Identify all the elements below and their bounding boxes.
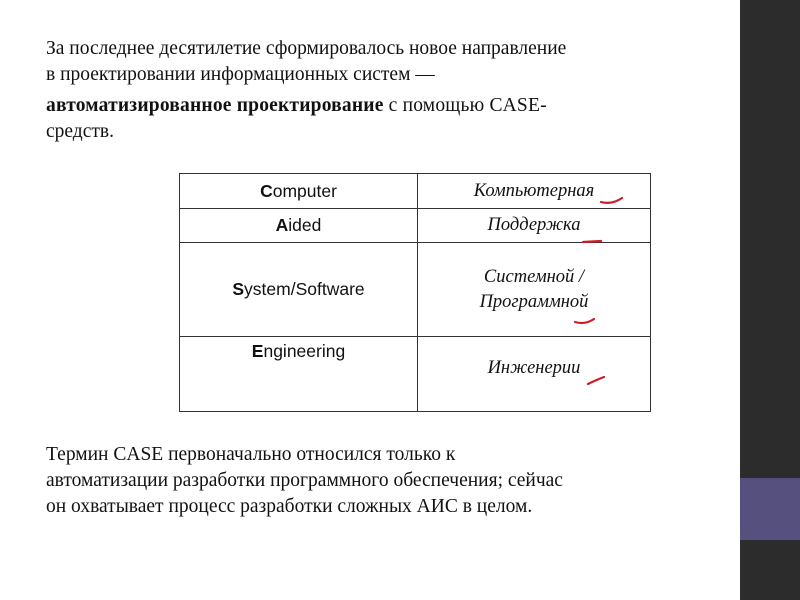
table-cell-russian: Поддержка [418,209,651,243]
russian-line-2: Программной [479,291,589,312]
table-cell-russian: Инженерии [418,337,651,412]
intro-bold-term: автоматизированное проектирование [46,95,384,116]
intro-line-3-rest: с помощью CASE- [383,95,547,116]
table-row [180,209,651,243]
decorative-sidebar [740,0,800,600]
acronym-letter: C [260,180,273,201]
table-row [180,337,651,412]
sidebar-accent-block [740,478,800,540]
term-line-2: автоматизации разработки программного обеспечения; сейчас [46,470,563,491]
english-word-rest: omputer [272,180,337,201]
table-row [180,243,651,337]
intro-line-3 [46,93,726,119]
table-cell-russian [418,243,651,337]
acronym-letter: S [232,279,245,299]
intro-line-1: За последнее десятилетие сформировалось новое направление [46,38,567,59]
table-cell-russian: Компьютерная [418,174,651,209]
intro-paragraph [46,36,726,145]
english-word-rest: ided [288,215,322,235]
acronym-letter: E [251,341,264,361]
acronym-letter: A [275,215,289,235]
table-cell-english [180,337,418,412]
english-word-rest: ngineering [263,341,346,361]
term-line-3: он охватывает процесс разработки сложных АИС в целом. [46,496,533,517]
table-cell-english [180,174,418,209]
case-term-paragraph [46,442,726,520]
table-cell-english [180,243,418,337]
term-line-1: Термин CASE первоначально относился только к [46,444,456,465]
english-word-rest: ystem/Software [244,279,365,299]
table-cell-english [180,209,418,243]
russian-line-1: Системной / [483,266,585,287]
intro-line-2: в проектировании информационных систем — [46,64,435,85]
intro-line-4: средств. [46,121,114,142]
case-acronym-table [179,173,651,412]
table-row [180,174,651,209]
